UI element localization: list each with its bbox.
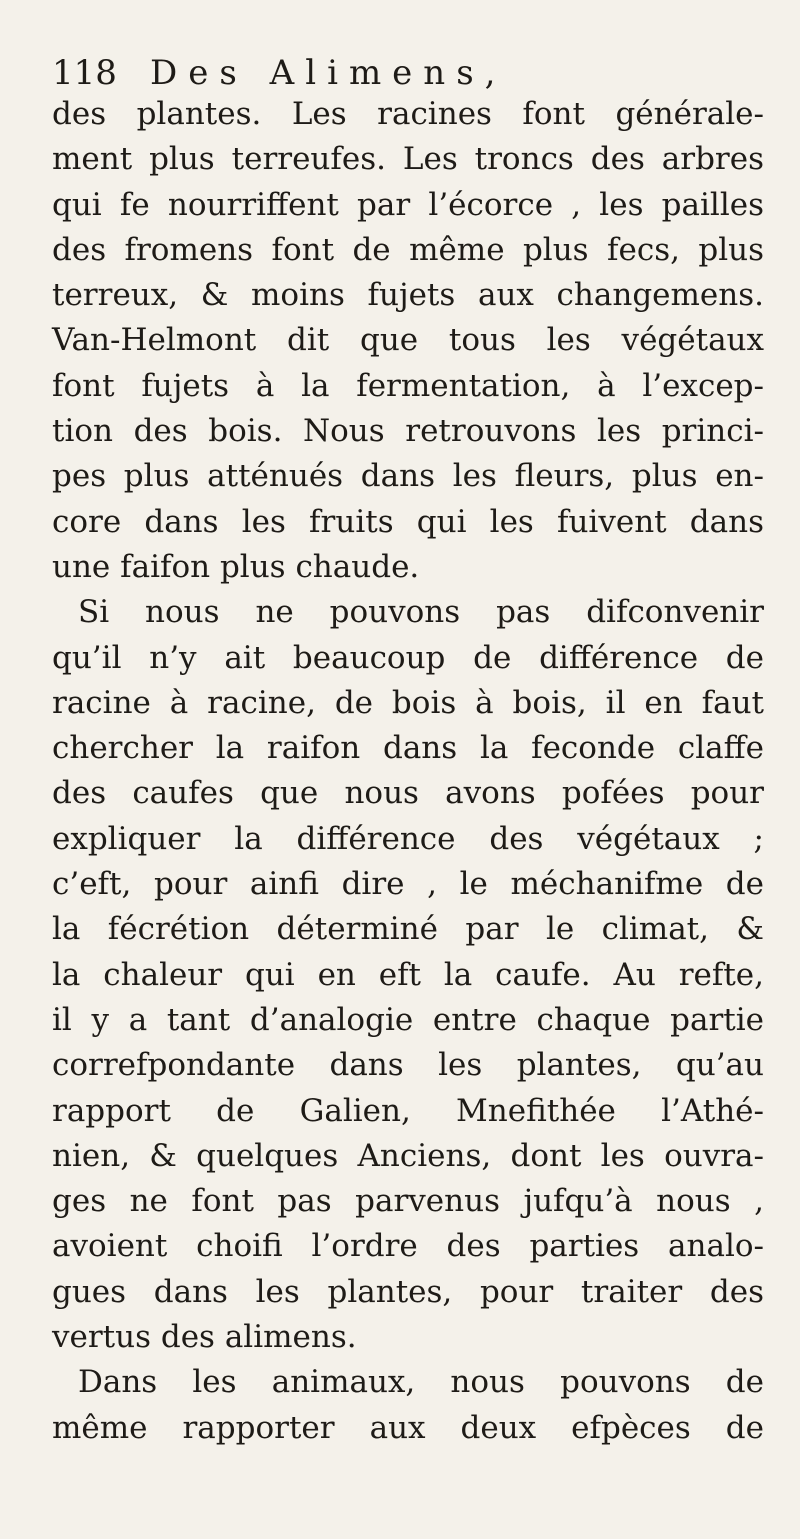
text-line: des plantes. Les racines font générale- [52, 96, 764, 132]
text-line: font fujets à la fermentation, à l’excep- [52, 367, 764, 404]
page-number: 118 [52, 53, 117, 93]
text-line: qu’il n’y ait beaucoup de différence de [52, 639, 764, 676]
text-line: la chaleur qui en eft la caufe. Au refte, [52, 956, 764, 993]
text-line: terreux, & moins fujets aux changemens. [52, 277, 764, 314]
text-line: core dans les fruits qui les fuivent dans [52, 503, 764, 540]
text-line: gues dans les plantes, pour traiter des [52, 1273, 764, 1310]
text-line: c’eft, pour ainfi dire , le méchanifme de [52, 866, 764, 903]
text-line: Dans les animaux, nous pouvons de [78, 1364, 764, 1401]
text-line: des fromens font de même plus fecs, plus [52, 231, 764, 268]
text-line: ges ne font pas parvenus jufqu’à nous , [52, 1183, 764, 1220]
text-line: qui fe nourriffent par l’écorce , les pailles [52, 186, 764, 223]
text-line: vertus des alimens. [52, 1319, 357, 1356]
body-text [52, 92, 764, 1451]
running-title: Des Alimens, [150, 53, 507, 93]
text-line: nien, & quelques Anciens, dont les ouvra- [52, 1137, 764, 1174]
text-line: rapport de Galien, Mnefithée l’Athé- [52, 1092, 764, 1129]
page-header [52, 50, 752, 96]
text-line: ment plus terreufes. Les troncs des arbres [52, 141, 764, 178]
text-line: la fécrétion déterminé par le climat, & [52, 911, 764, 948]
text-line: expliquer la différence des végétaux ; [52, 820, 764, 857]
text-line: correfpondante dans les plantes, qu’au [52, 1047, 764, 1084]
text-line: Van-Helmont dit que tous les végétaux [52, 322, 764, 359]
text-line: tion des bois. Nous retrouvons les princi- [52, 413, 764, 450]
text-line: chercher la raifon dans la feconde claffe [52, 730, 764, 767]
text-line: il y a tant d’analogie entre chaque partie [52, 1001, 764, 1038]
text-line: une faifon plus chaude. [52, 548, 420, 585]
text-line: même rapporter aux deux efpèces de [52, 1409, 764, 1446]
text-line: pes plus atténués dans les fleurs, plus en- [52, 458, 764, 495]
text-line: Si nous ne pouvons pas difconvenir [78, 594, 764, 631]
text-line: avoient choifi l’ordre des parties analo- [52, 1228, 764, 1265]
text-line: racine à racine, de bois à bois, il en faut [52, 684, 764, 721]
text-line: des caufes que nous avons pofées pour [52, 775, 764, 812]
